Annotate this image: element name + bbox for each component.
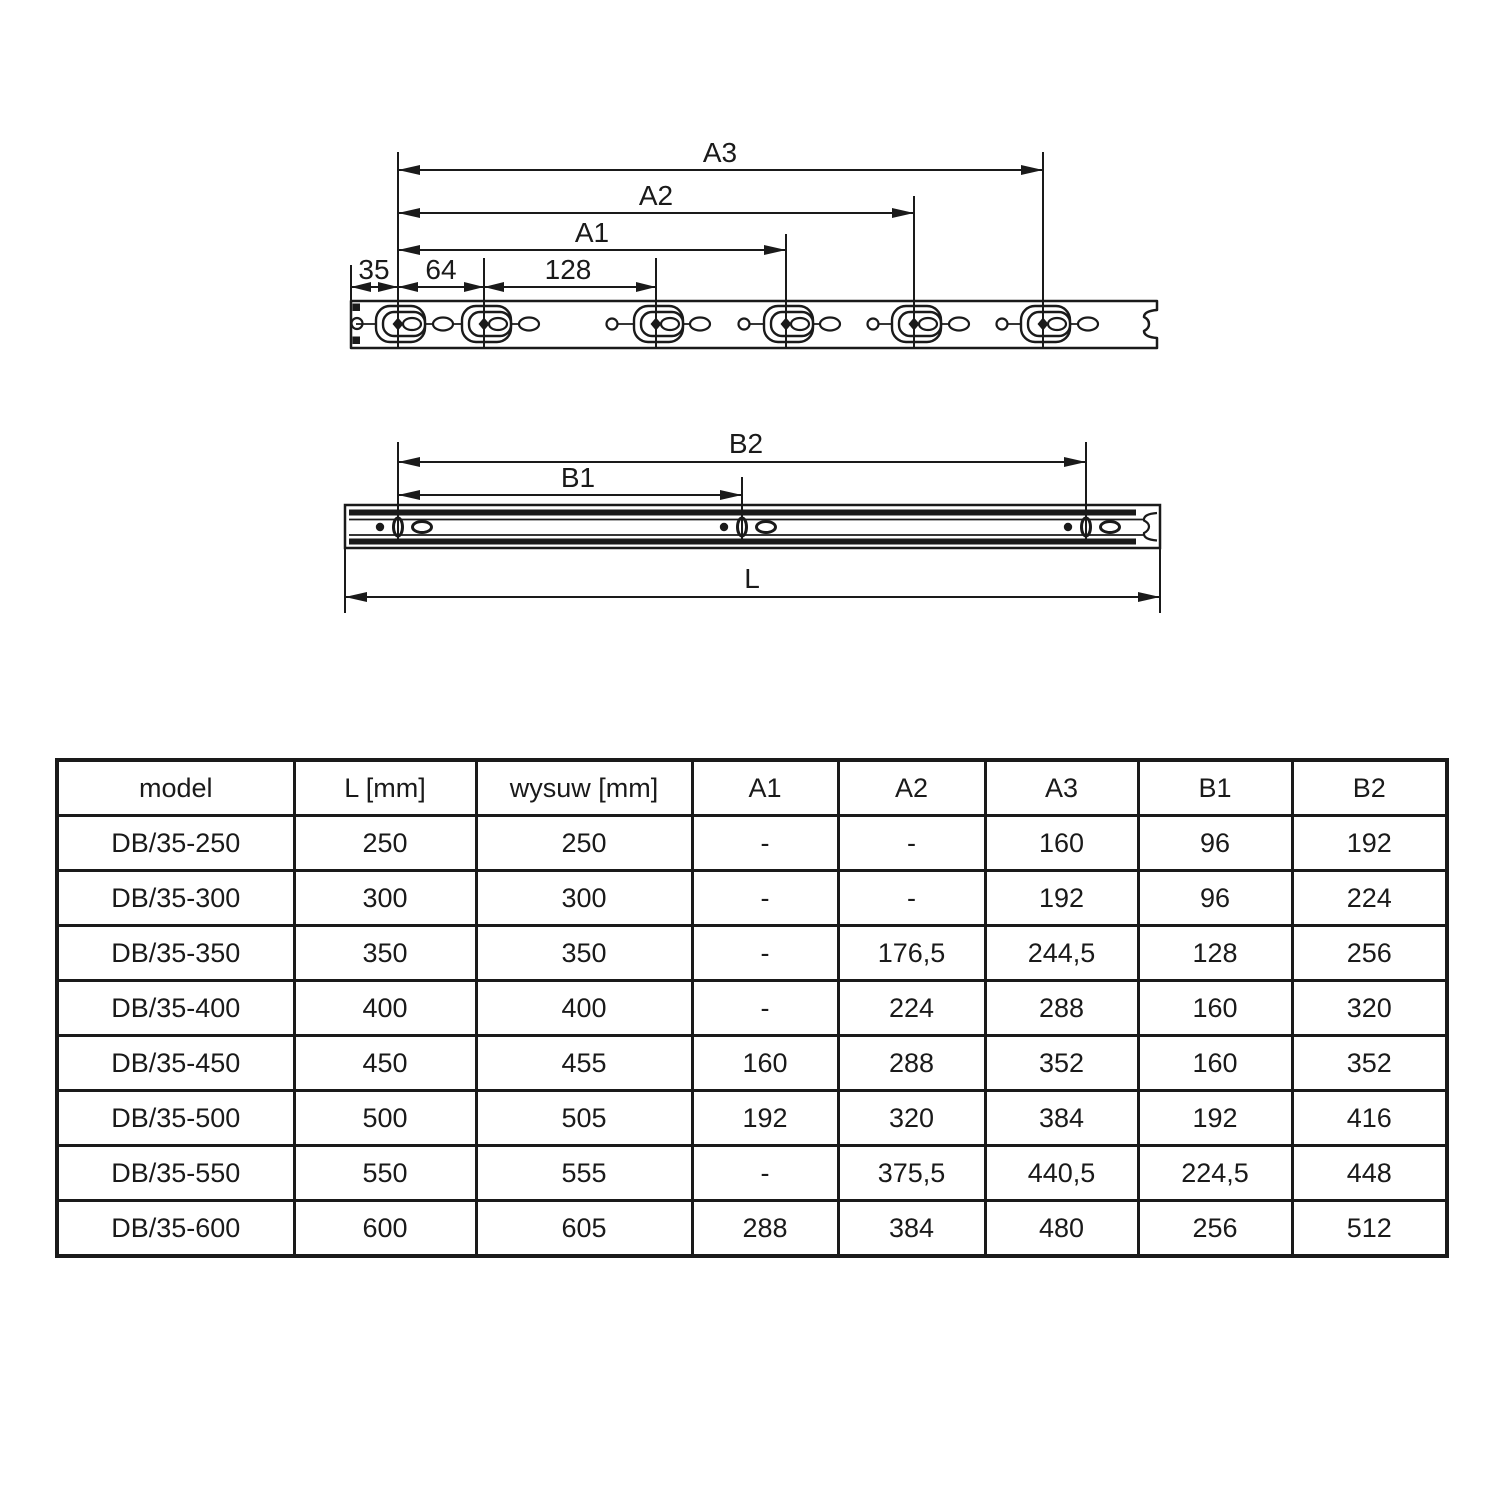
dim-label-a2: A2 — [638, 180, 674, 211]
value-cell: - — [838, 816, 985, 871]
value-cell: 192 — [1292, 816, 1447, 871]
value-cell: - — [838, 871, 985, 926]
column-header: A3 — [985, 760, 1138, 816]
value-cell: 450 — [294, 1036, 476, 1091]
table-row — [57, 1036, 1447, 1091]
value-cell: 384 — [985, 1091, 1138, 1146]
value-cell: 288 — [985, 981, 1138, 1036]
value-cell: 384 — [838, 1201, 985, 1257]
top-rail-body — [351, 301, 1157, 348]
table-row — [57, 1091, 1447, 1146]
value-cell: 440,5 — [985, 1146, 1138, 1201]
value-cell: 288 — [692, 1201, 838, 1257]
value-cell: 600 — [294, 1201, 476, 1257]
value-cell: 160 — [1138, 981, 1292, 1036]
dim-label-128: 128 — [544, 254, 592, 285]
model-cell: DB/35-500 — [57, 1091, 294, 1146]
dim-label-a3: A3 — [702, 137, 738, 168]
value-cell: 256 — [1292, 926, 1447, 981]
model-cell: DB/35-550 — [57, 1146, 294, 1201]
table-row — [57, 871, 1447, 926]
table-row — [57, 1201, 1447, 1257]
value-cell: 300 — [476, 871, 692, 926]
value-cell: 350 — [294, 926, 476, 981]
value-cell: - — [692, 1146, 838, 1201]
value-cell: - — [692, 816, 838, 871]
value-cell: 192 — [1138, 1091, 1292, 1146]
dim-label-a1: A1 — [574, 217, 610, 248]
column-header: A1 — [692, 760, 838, 816]
value-cell: 605 — [476, 1201, 692, 1257]
value-cell: 300 — [294, 871, 476, 926]
end-square-top — [353, 304, 361, 312]
value-cell: 250 — [476, 816, 692, 871]
value-cell: - — [692, 871, 838, 926]
value-cell: 555 — [476, 1146, 692, 1201]
value-cell: 352 — [985, 1036, 1138, 1091]
bottom-rail-body — [345, 505, 1160, 548]
value-cell: - — [692, 926, 838, 981]
value-cell: 320 — [1292, 981, 1447, 1036]
value-cell: 192 — [692, 1091, 838, 1146]
rail-drawings — [0, 0, 1500, 680]
column-header: L [mm] — [294, 760, 476, 816]
dim-label-b2: B2 — [728, 428, 764, 459]
value-cell: 350 — [476, 926, 692, 981]
value-cell: 128 — [1138, 926, 1292, 981]
column-header: wysuw [mm] — [476, 760, 692, 816]
value-cell: 160 — [1138, 1036, 1292, 1091]
dim-label-64: 64 — [425, 254, 457, 285]
value-cell: 320 — [838, 1091, 985, 1146]
value-cell: 480 — [985, 1201, 1138, 1257]
value-cell: 352 — [1292, 1036, 1447, 1091]
value-cell: 160 — [692, 1036, 838, 1091]
value-cell: 512 — [1292, 1201, 1447, 1257]
model-cell: DB/35-600 — [57, 1201, 294, 1257]
dim-label-35: 35 — [358, 254, 390, 285]
model-cell: DB/35-350 — [57, 926, 294, 981]
value-cell: 224,5 — [1138, 1146, 1292, 1201]
table-row — [57, 1146, 1447, 1201]
value-cell: 96 — [1138, 816, 1292, 871]
value-cell: 448 — [1292, 1146, 1447, 1201]
value-cell: 250 — [294, 816, 476, 871]
end-square-bottom — [353, 337, 361, 345]
table-row — [57, 981, 1447, 1036]
model-cell: DB/35-300 — [57, 871, 294, 926]
dim-label-l: L — [744, 563, 760, 594]
value-cell: 400 — [294, 981, 476, 1036]
dimensions-table — [55, 758, 1449, 1258]
table-body — [57, 816, 1447, 1257]
model-cell: DB/35-400 — [57, 981, 294, 1036]
value-cell: 550 — [294, 1146, 476, 1201]
column-header: B2 — [1292, 760, 1447, 816]
table-header-row — [57, 760, 1447, 816]
value-cell: 244,5 — [985, 926, 1138, 981]
value-cell: 96 — [1138, 871, 1292, 926]
value-cell: 160 — [985, 816, 1138, 871]
column-header: model — [57, 760, 294, 816]
value-cell: 400 — [476, 981, 692, 1036]
table-row — [57, 926, 1447, 981]
column-header: B1 — [1138, 760, 1292, 816]
table-row — [57, 816, 1447, 871]
value-cell: - — [692, 981, 838, 1036]
value-cell: 176,5 — [838, 926, 985, 981]
value-cell: 288 — [838, 1036, 985, 1091]
value-cell: 224 — [838, 981, 985, 1036]
value-cell: 416 — [1292, 1091, 1447, 1146]
value-cell: 455 — [476, 1036, 692, 1091]
value-cell: 256 — [1138, 1201, 1292, 1257]
value-cell: 505 — [476, 1091, 692, 1146]
value-cell: 375,5 — [838, 1146, 985, 1201]
value-cell: 224 — [1292, 871, 1447, 926]
model-cell: DB/35-450 — [57, 1036, 294, 1091]
model-cell: DB/35-250 — [57, 816, 294, 871]
value-cell: 192 — [985, 871, 1138, 926]
dim-label-b1: B1 — [560, 462, 596, 493]
column-header: A2 — [838, 760, 985, 816]
value-cell: 500 — [294, 1091, 476, 1146]
